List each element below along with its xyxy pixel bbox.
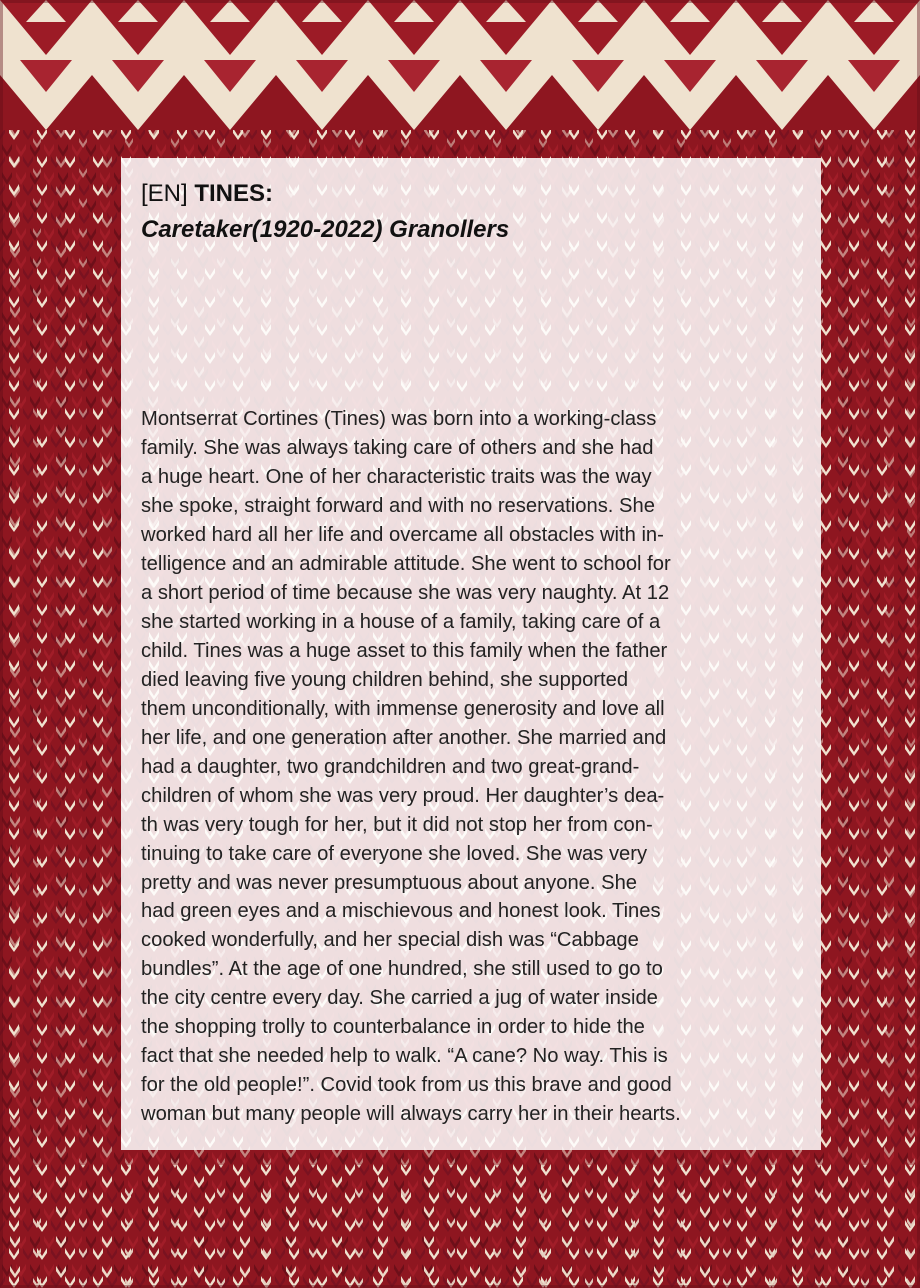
person-subtitle: Caretaker(1920-2022) Granollers <box>141 216 510 243</box>
language-tag: [EN] <box>141 180 195 207</box>
biography-text: Montserrat Cortines (Tines) was born into a working-class family. She was always taking care of others and she had a huge heart. One of her characteristic traits was the way she spoke, straight forward and with no reservations. She worked hard all her life and overcame all obstacles with in- telligence and an admirable attitude. She went to school for a short period of time because she was very naughty. At 12 she started working in a house of a family, taking care of a child. Tines was a huge asset to this family when the father died leaving five young children behind, she supported them unconditionally, with immense generosity and love all her life, and one generation after another. She married and had a daughter, two grandchildren and two great-grand- children of whom she was very proud. Her daughter’s dea- th was very tough for her, but it did not stop her from con- tinuing to take care of everyone she loved. She was very pretty and was never presumptuous about anyone. She had green eyes and a mischievous and honest look. Tines cooked wonderfully, and her special dish was “Cabbage bundles”. At the age of one hundred, she still used to go to the city centre every day. She carried a jug of water inside the shopping trolly to counterbalance in order to hide the fact that she needed help to walk. “A cane? No way. This is for the old people!”. Covid took from us this brave and good woman but many people will always carry her in their hearts. <box>141 408 681 1126</box>
biography-card <box>121 158 821 1150</box>
card-title <box>141 176 801 212</box>
person-name: TINES: <box>194 180 274 207</box>
